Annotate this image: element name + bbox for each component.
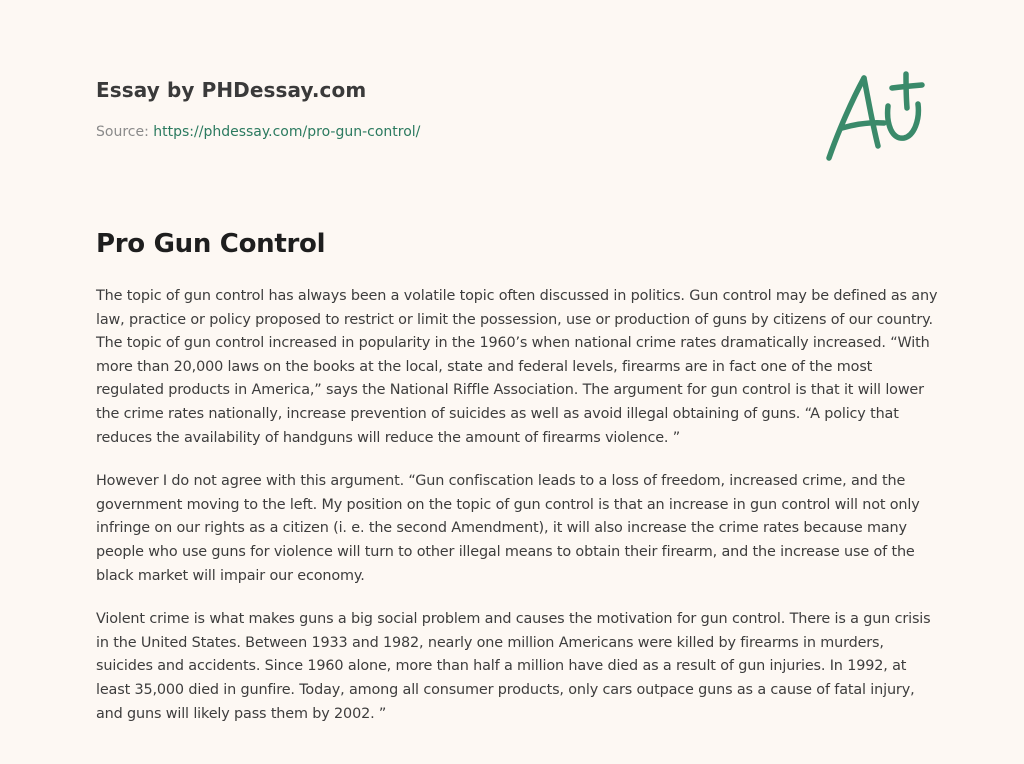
essay-paragraph: Violent crime is what makes guns a big social problem and causes the motivation for gun control. There is a gun crisis in the United States. Between 1933 and 1982, nearly one million Americans were killed by firearms in murders, suicides and accidents. Since 1960 alone, more than half a million have died as a result of gun injuries. In 1992, at least 35,000 died in gunfire. Today, among all consumer products, only cars outpace guns as a cause of fatal injury, and guns will likely pass them by 2002. ” bbox=[96, 611, 931, 722]
source-link[interactable]: https://phdessay.com/pro-gun-control/ bbox=[153, 124, 421, 140]
essay-title: Pro Gun Control bbox=[96, 229, 326, 259]
site-title: Essay by PHDessay.com bbox=[96, 78, 367, 102]
a-plus-logo-icon bbox=[822, 66, 926, 166]
essay-paragraph: However I do not agree with this argument. “Gun confiscation leads to a loss of freedom, increased crime, and the government moving to the left. My position on the topic of gun control is that an increase in gun control will not only infringe on our rights as a citizen (i. e. the second Amendment), it will also increase the crime rates because many people who use guns for violence will turn to other illegal means to obtain their firearm, and the increase use of the black market will impair our economy. bbox=[96, 473, 920, 584]
essay-body bbox=[96, 285, 938, 746]
source-label: Source: bbox=[96, 124, 149, 140]
source-line bbox=[96, 122, 796, 142]
essay-paragraph: The topic of gun control has always been a volatile topic often discussed in politics. Gun control may be defined as any law, practice or policy proposed to restrict or limit the possession, use or production of guns by citizens of our country. The topic of gun control increased in popularity in the 1960’s when national crime rates dramatically increased. “With more than 20,000 laws on the books at the local, state and federal levels, firearms are in fact one of the most regulated products in America,” says the National Riffle Association. The argument for gun control is that it will lower the crime rates nationally, increase prevention of suicides as well as avoid illegal obtaining of guns. “A policy that reduces the availability of handguns will reduce the amount of firearms violence. ” bbox=[96, 288, 938, 446]
header bbox=[96, 76, 796, 142]
